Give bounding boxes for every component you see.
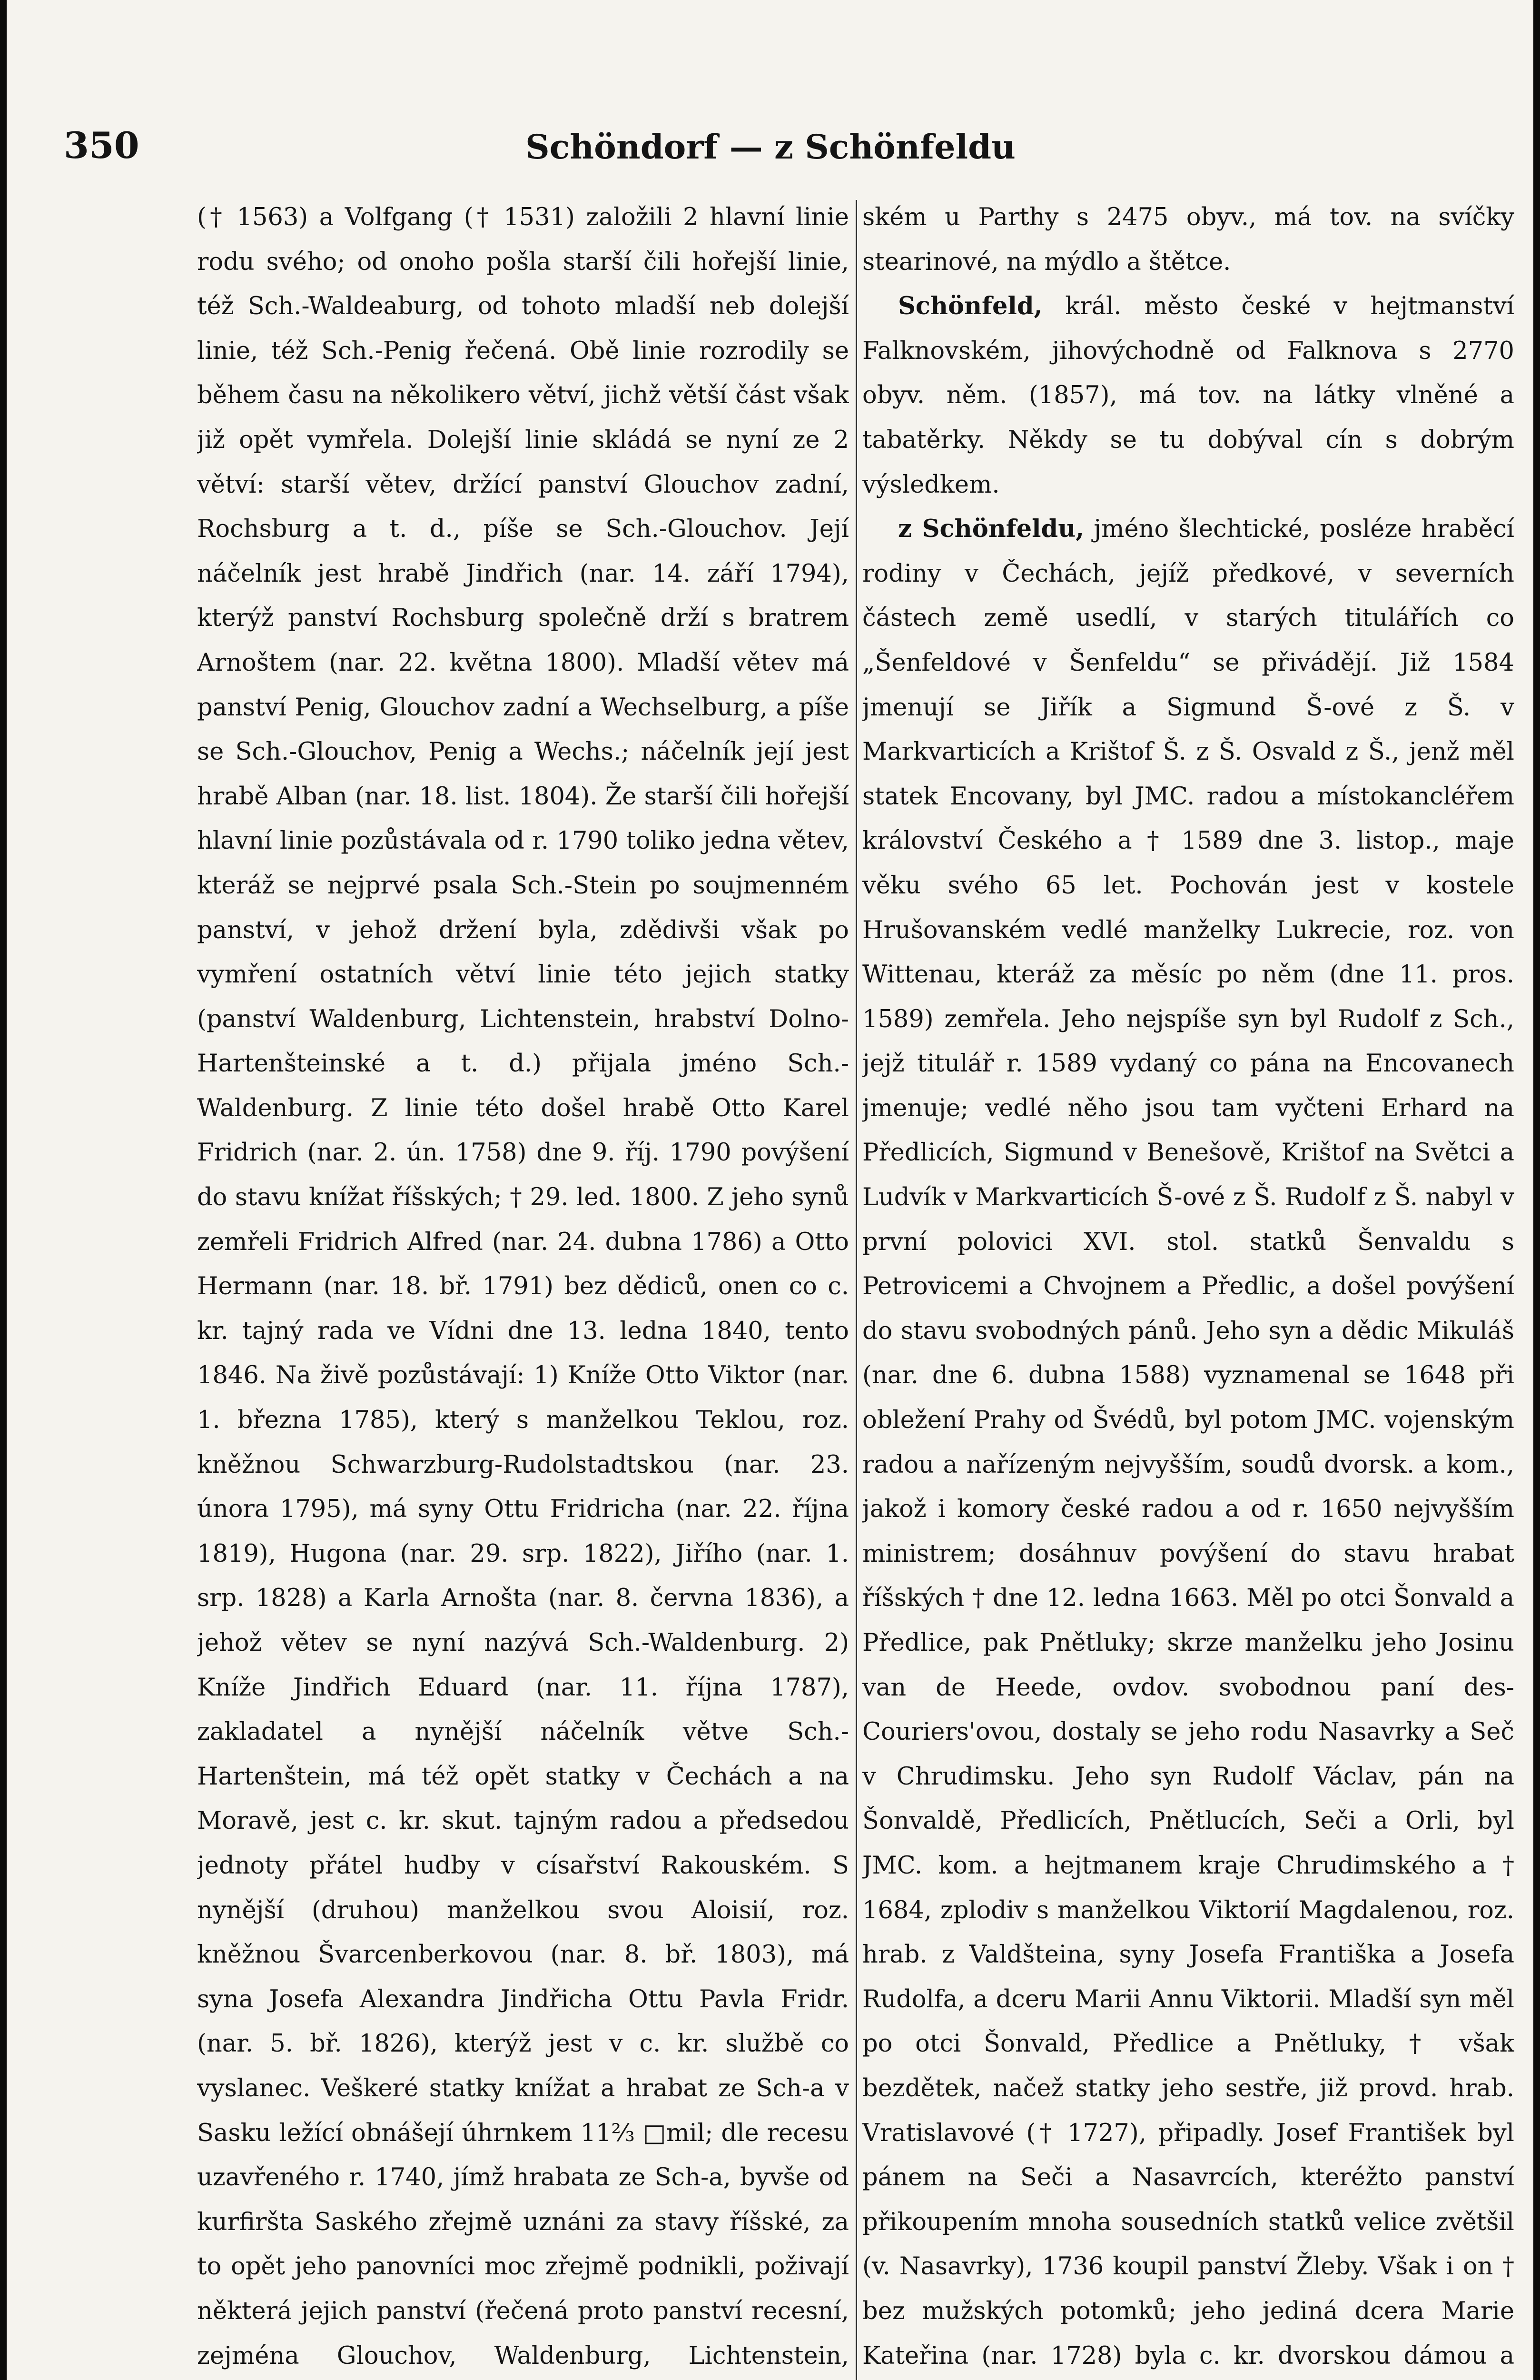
column-divider (856, 200, 857, 2380)
book-page (7, 0, 1533, 2380)
entry-term: Schönfeld, (898, 292, 1043, 321)
entry-text: ském u Parthy s 2475 obyv., má tov. na svíčky stearinové, na mýdlo a štětce. (862, 203, 1514, 276)
right-column (862, 195, 1514, 2380)
entry-schonfeld-town (862, 284, 1514, 507)
page-number: 350 (64, 124, 139, 167)
entry-continuation (862, 195, 1514, 284)
entry-text: jméno šlechtické, posléze hraběcí rodiny v Čechách, jejíž předkové, v severních částech země usedlí, v starých titulářích co „Šenfeldové v Šenfeldu“ se přivádějí. Již 1584 jmenují se Jiřík a Sigmund Š-ové z Š. v Markvarticích a Krištof Š. z Š. Osvald z Š., jenž měl statek Encovany, byl JMC. radou a místokancléřem království Českého a † 1589 dne 3. listop., maje věku svého 65 let. Pochován jest v kostele Hrušovanském vedlé manželky Lukrecie, roz. von Wittenau, kteráž za měsíc po něm (dne 11. pros. 1589) zemřela. Jeho nejspíše syn byl Rudolf z Sch., jejž titulář r. 1589 vydaný co pána na Encovanech jmenuje; vedlé něho jsou tam vyčteni Erhard na Předlicích, Sigmund v Benešově, Krištof na Světci a Ludvík v Markvarticích Š-ové z Š. Rudolf z Š. nabyl v první polovici XVI. stol. statků Šenvaldu s Petrovicemi a Chvojnem a Předlic, a došel povýšení do stavu svobodných pánů. Jeho syn a dědic Mikuláš (nar. dne 6. dubna 1588) vyznamenal se 1648 při obležení Prahy od Švédů, byl potom JMC. vojenským radou a nařízeným nejvyšším, soudů dvorsk. a kom., jakož i komory české radou a od r. 1650 nejvyšším ministrem; dosáhnuv povýšení do stavu hrabat říšských † dne 12. ledna 1663. Měl po otci Šonvald a Předlice, pak Pnětluky; skrze manželku jeho Josinu van de Heede, ovdov. svobodnou paní des-Couriers'ovou, dostaly se jeho rodu Nasavrky a Seč v Chrudimsku. Jeho syn Rudolf Václav, pán na Šonvaldě, Předlicích, Pnětlucích, Seči a Orli, byl JMC. kom. a hejtmanem kraje Chrudimského a † 1684, zplodiv s manželkou Viktorií Magdalenou, roz. hrab. z Valdšteina, syny Josefa Františka a Josefa Rudolfa, a dceru Marii Annu Viktorii. Mladší syn měl po otci Šonvald, Předlice a Pnětluky, † však bezdětek, načež statky jeho sestře, již provd. hrab. Vratislavové († 1727), připadly. Josef František byl pánem na Seči a Nasavrcích, kteréžto panství přikoupením mnoha sousedních statků velice zvětšil (v. Nasavrky), 1736 koupil panství Žleby. Však i on † bez mužských potomků; jeho jediná dcera Marie Kateřina (nar. 1728) byla c. kr. dvorskou dámou a (862, 515, 1514, 2370)
entry-text: král. město české v hejtmanství Falknovském, jihovýchodně od Falknova s 2770 obyv. něm. (1857), má tov. na látky vlněné a tabatěrky. Někdy se tu dobýval cín s dobrým výsledkem. (862, 292, 1514, 499)
running-head: Schöndorf — z Schönfeldu (525, 127, 1016, 167)
entry-z-schonfeldu-noble (862, 507, 1514, 2380)
left-column (197, 195, 849, 2380)
page-header (64, 114, 1477, 167)
entry-term: z Schönfeldu, (898, 515, 1085, 544)
entry-text: († 1563) a Volfgang († 1531) založili 2 hlavní linie rodu svého; od onoho pošla starší čili hořejší linie, též Sch.-Waldeaburg, od tohoto mladší neb dolejší linie, též Sch.-Penig řečená. Obě linie rozrodily se během času na několikero větví, jichž větší část však již opět vymřela. Dolejší linie skládá se nyní ze 2 větví: starší větev, držící panství Glouchov zadní, Rochsburg a t. d., píše se Sch.-Glouchov. Její náčelník jest hrabě Jindřich (nar. 14. září 1794), kterýž panství Rochsburg společně drží s bratrem Arnoštem (nar. 22. května 1800). Mladší větev má panství Penig, Glouchov zadní a Wechselburg, a píše se Sch.-Glouchov, Penig a Wechs.; náčelník její jest hrabě Alban (nar. 18. list. 1804). Že starší čili hořejší hlavní linie pozůstávala od r. 1790 toliko jedna větev, kteráž se nejprvé psala Sch.-Stein po soujmenném panství, v jehož držení byla, zdědivši však po vymření ostatních větví linie této jejich statky (panství Waldenburg, Lichtenstein, hrabství Dolno-Hartenšteinské a t. d.) přijala jméno Sch.-Waldenburg. Z linie této došel hrabě Otto Karel Fridrich (nar. 2. ún. 1758) dne 9. říj. 1790 povýšení do stavu knížat říšských; † 29. led. 1800. Z jeho synů zemřeli Fridrich Alfred (nar. 24. dubna 1786) a Otto Hermann (nar. 18. bř. 1791) bez dědiců, onen co c. kr. tajný rada ve Vídni dne 13. ledna 1840, tento 1846. Na živě pozůstávají: 1) Kníže Otto Viktor (nar. 1. března 1785), který s manželkou Teklou, roz. kněžnou Schwarzburg-Rudolstadtskou (nar. 23. února 1795), má syny Ottu Fridricha (nar. 22. října 1819), Hugona (nar. 29. srp. 1822), Jiřího (nar. 1. srp. 1828) a Karla Arnošta (nar. 8. června 1836), a jehož větev se nyní nazývá Sch.-Waldenburg. 2) Kníže Jindřich Eduard (nar. 11. října 1787), zakladatel a nynější náčelník větve Sch.-Hartenštein, má též opět statky v Čechách a na Moravě, jest c. kr. skut. tajným radou a předsedou jednoty přátel hudby v císařství Rakouském. S nynější (druhou) manželkou svou Aloisií, roz. kněžnou Švarcenberkovou (nar. 8. bř. 1803), má syna Josefa Alexandra Jindřicha Ottu Pavla Fridr. (nar. 5. bř. 1826), kterýž jest v c. kr. službě co vyslanec. Veškeré statky knížat a hrabat ze Sch-a v Sasku ležící obnášejí úhrnkem 11⅔ □mil; dle recesu uzavřeného r. 1740, jímž hrabata ze Sch-a, byvše od kurfiršta Saského zřejmě uznáni za stavy říšské, za to opět jeho panovníci moc zřejmě podnikli, poživají některá jejich panství (řečená proto panství recesní, zejména Glouchov, Waldenburg, Lichtenstein, (197, 203, 849, 2370)
entry-continuation (197, 195, 849, 2380)
